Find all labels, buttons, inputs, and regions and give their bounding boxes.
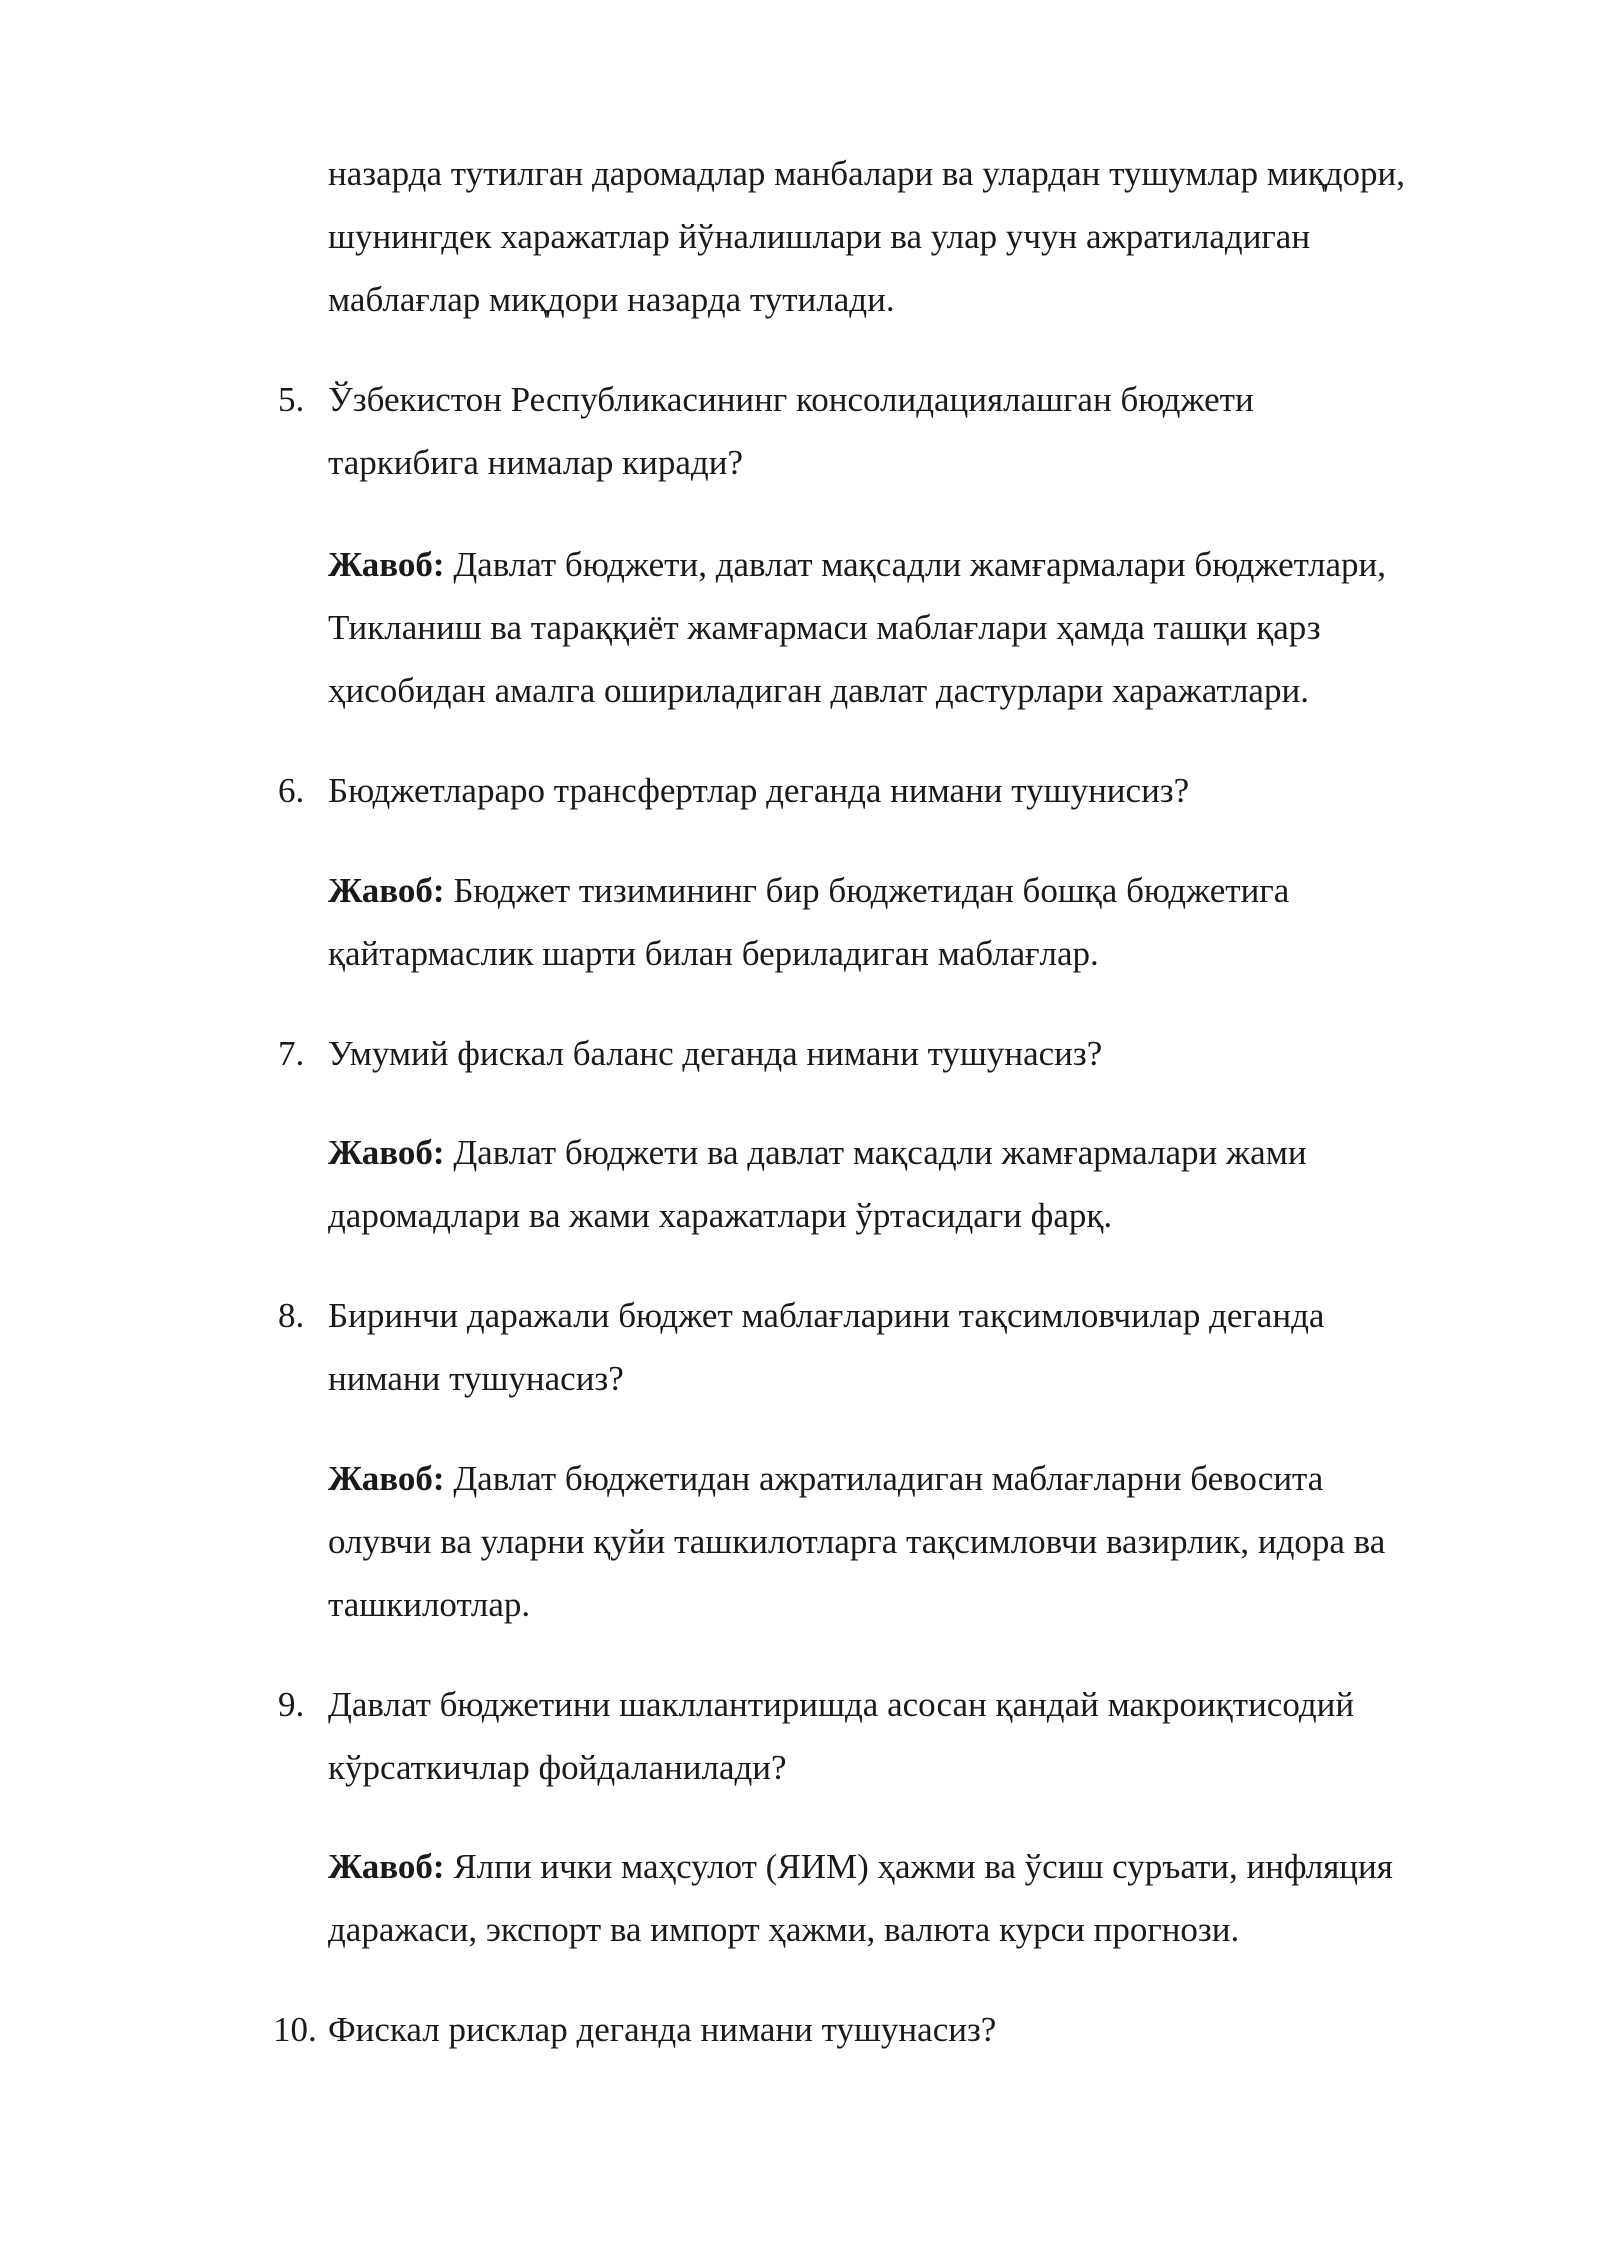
question-line: кўрсаткичлар фойдаланилади? bbox=[328, 1748, 787, 1787]
question-line: Фискал рисклар деганда нимани тушунасиз? bbox=[328, 2010, 997, 2049]
question-number: 7. bbox=[278, 1034, 305, 1073]
answer-line bbox=[328, 1835, 1508, 1898]
answer-9 bbox=[328, 1835, 1508, 1961]
intro-line: маблағлар миқдори назарда тутилади. bbox=[328, 280, 895, 319]
question-number: 10. bbox=[273, 2010, 317, 2049]
answer-5 bbox=[328, 533, 1508, 722]
question-number: 9. bbox=[278, 1685, 305, 1724]
answer-text: Бюджет тизимининг бир бюджетидан бошқа бюджетига bbox=[444, 871, 1290, 910]
answer-line bbox=[328, 1447, 1508, 1510]
question-line: Биринчи даражали бюджет маблағларини тақсимловчилар деганда bbox=[328, 1296, 1325, 1335]
question-line: Бюджетлараро трансфертлар деганда нимани тушунисиз? bbox=[328, 771, 1190, 810]
answer-line: Тикланиш ва тараққиёт жамғармаси маблағлари ҳамда ташқи қарз bbox=[328, 608, 1321, 647]
answer-line: даромадлари ва жами харажатлари ўртасидаги фарқ. bbox=[328, 1196, 1113, 1235]
answer-6 bbox=[328, 859, 1508, 985]
answer-label: Жавоб: bbox=[328, 1847, 445, 1886]
question-number: 8. bbox=[278, 1296, 305, 1335]
question-number: 6. bbox=[278, 771, 305, 810]
question-5 bbox=[278, 368, 1508, 494]
question-8 bbox=[278, 1284, 1508, 1410]
answer-line bbox=[328, 859, 1508, 922]
answer-line: қайтармаслик шарти билан бериладиган маблағлар. bbox=[328, 934, 1099, 973]
answer-8 bbox=[328, 1447, 1508, 1636]
question-line: нимани тушунасиз? bbox=[328, 1359, 624, 1398]
question-6 bbox=[278, 759, 1508, 822]
answer-line: ҳисобидан амалга ошириладиган давлат дастурлари харажатлари. bbox=[328, 671, 1309, 710]
intro-line: шунингдек харажатлар йўналишлари ва улар учун ажратиладиган bbox=[328, 217, 1311, 256]
question-line: Умумий фискал баланс деганда нимани тушунасиз? bbox=[328, 1034, 1103, 1073]
answer-7 bbox=[328, 1121, 1508, 1247]
answer-line bbox=[328, 1121, 1508, 1184]
question-line: таркибига нималар киради? bbox=[328, 443, 743, 482]
answer-label: Жавоб: bbox=[328, 1133, 445, 1172]
question-10 bbox=[273, 1998, 1508, 2061]
question-9 bbox=[278, 1673, 1508, 1799]
intro-paragraph bbox=[328, 142, 1508, 331]
intro-line: назарда тутилган даромадлар манбалари ва улардан тушумлар миқдори, bbox=[328, 154, 1406, 193]
question-number: 5. bbox=[278, 380, 305, 419]
answer-line: ташкилотлар. bbox=[328, 1585, 531, 1624]
question-line: Давлат бюджетини шакллантиришда асосан қандай макроиқтисодий bbox=[328, 1685, 1355, 1724]
answer-line: олувчи ва уларни қуйи ташкилотларга тақсимловчи вазирлик, идора ва bbox=[328, 1522, 1386, 1561]
answer-label: Жавоб: bbox=[328, 871, 445, 910]
answer-label: Жавоб: bbox=[328, 1459, 445, 1498]
answer-text: Давлат бюджети, давлат мақсадли жамғармалари бюджетлари, bbox=[444, 545, 1387, 584]
question-line: Ўзбекистон Республикасининг консолидациялашган бюджети bbox=[328, 380, 1254, 419]
answer-text: Давлат бюджетидан ажратиладиган маблағларни бевосита bbox=[444, 1459, 1324, 1498]
answer-label: Жавоб: bbox=[328, 545, 445, 584]
question-7 bbox=[278, 1022, 1508, 1085]
answer-text: Ялпи ички маҳсулот (ЯИМ) ҳажми ва ўсиш суръати, инфляция bbox=[444, 1847, 1393, 1886]
answer-line bbox=[328, 533, 1508, 596]
answer-line: даражаси, экспорт ва импорт ҳажми, валюта курси прогнози. bbox=[328, 1910, 1240, 1949]
answer-text: Давлат бюджети ва давлат мақсадли жамғармалари жами bbox=[444, 1133, 1307, 1172]
